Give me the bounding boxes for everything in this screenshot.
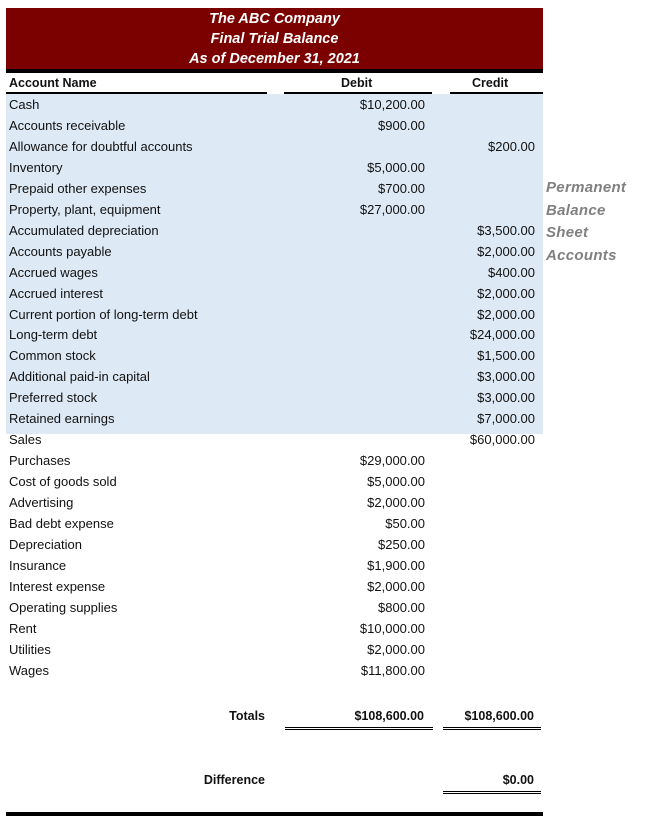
debit-amount: $2,000.00: [367, 641, 425, 657]
table-row: [6, 262, 543, 283]
report-title: Final Trial Balance: [210, 31, 339, 47]
account-name: Prepaid other expenses: [9, 180, 147, 196]
table-row: [6, 283, 543, 304]
table-row: [6, 366, 543, 387]
account-name: Advertising: [9, 495, 74, 511]
difference-value: $0.00: [502, 773, 534, 787]
totals-credit-double-rule: [443, 727, 541, 730]
table-row: [6, 492, 543, 513]
column-header-account-name: Account Name: [9, 76, 97, 90]
credit-amount: $7,000.00: [477, 411, 535, 427]
credit-amount: $400.00: [488, 264, 535, 280]
credit-amount: $2,000.00: [477, 306, 535, 322]
debit-amount: $800.00: [378, 599, 425, 615]
company-name: The ABC Company: [209, 11, 340, 27]
table-row: [6, 513, 543, 534]
difference-label: Difference: [203, 773, 265, 787]
debit-amount: $11,800.00: [360, 662, 425, 678]
totals-debit-double-rule: [285, 727, 433, 730]
account-name: Allowance for doubtful accounts: [9, 138, 193, 154]
credit-amount: $2,000.00: [477, 243, 535, 259]
account-name: Insurance: [9, 557, 67, 573]
table-row: [6, 94, 543, 115]
credit-amount: $1,500.00: [477, 348, 535, 364]
credit-amount: $60,000.00: [469, 432, 535, 448]
header-rule: [6, 69, 543, 73]
debit-amount: $10,200.00: [359, 97, 425, 112]
table-row: [6, 136, 543, 157]
credit-amount: $3,000.00: [477, 390, 535, 406]
table-row: [6, 345, 543, 366]
account-name: Accumulated depreciation: [9, 222, 159, 238]
account-name: Long-term debt: [9, 327, 98, 343]
table-row: [6, 408, 543, 429]
account-name: Rent: [9, 620, 37, 636]
table-row: [6, 241, 543, 262]
account-name: Common stock: [9, 348, 96, 364]
table-row: [6, 660, 543, 681]
table-row: [6, 324, 543, 345]
credit-amount: $200.00: [488, 138, 535, 154]
table-row: [6, 618, 543, 639]
table-row: [6, 220, 543, 241]
table-row: [6, 471, 543, 492]
credit-amount: $3,500.00: [477, 222, 535, 238]
account-name: Bad debt expense: [9, 516, 114, 531]
debit-amount: $5,000.00: [367, 159, 425, 175]
account-name: Wages: [9, 662, 49, 678]
totals-label: Totals: [229, 709, 265, 723]
note-line: Balance: [546, 201, 606, 219]
account-name: Property, plant, equipment: [9, 201, 161, 217]
debit-amount: $5,000.00: [367, 474, 425, 490]
account-name: Sales: [9, 432, 42, 448]
debit-amount: $27,000.00: [359, 201, 425, 217]
table-row: [6, 157, 543, 178]
difference-double-rule: [443, 791, 541, 794]
table-row: [6, 178, 543, 199]
note-line: Permanent: [546, 179, 627, 196]
account-name: Inventory: [9, 159, 63, 175]
account-name: Operating supplies: [9, 599, 118, 615]
debit-amount: $2,000.00: [367, 495, 425, 511]
note-line: Sheet: [546, 224, 589, 241]
account-name: Utilities: [9, 641, 51, 657]
table-row: [6, 639, 543, 660]
debit-amount: $10,000.00: [359, 620, 425, 636]
account-name: Accounts receivable: [9, 117, 126, 133]
debit-amount: $700.00: [378, 180, 425, 196]
credit-amount: $3,000.00: [477, 369, 535, 385]
debit-amount: $29,000.00: [359, 453, 425, 469]
bottom-rule: [6, 812, 543, 816]
table-row: [6, 555, 543, 576]
credit-amount: $24,000.00: [469, 327, 535, 343]
account-name: Interest expense: [9, 578, 106, 594]
account-name: Purchases: [9, 453, 71, 469]
totals-credit: $108,600.00: [464, 709, 534, 723]
account-name: Accounts payable: [9, 243, 112, 259]
note-line: Accounts: [546, 246, 617, 264]
table-row: [6, 115, 543, 136]
permanent-accounts-note: [546, 177, 626, 267]
report-header: [6, 8, 543, 69]
account-name: Cost of goods sold: [9, 474, 117, 490]
table-row: [6, 429, 543, 450]
account-name: Preferred stock: [9, 390, 98, 406]
account-name: Accrued interest: [9, 285, 103, 301]
report-date: As of December 31, 2021: [189, 51, 360, 67]
account-name: Accrued wages: [9, 264, 98, 280]
table-row: [6, 450, 543, 471]
account-name: Current portion of long-term debt: [9, 306, 198, 322]
totals-debit: $108,600.00: [354, 709, 424, 723]
debit-amount: $250.00: [378, 536, 425, 552]
account-name: Cash: [9, 97, 40, 112]
account-name: Retained earnings: [9, 411, 115, 427]
debit-amount: $1,900.00: [367, 557, 425, 573]
debit-amount: $900.00: [378, 117, 425, 133]
table-row: [6, 576, 543, 597]
table-row: [6, 534, 543, 555]
account-name: Additional paid-in capital: [9, 369, 150, 385]
table-row: [6, 387, 543, 408]
debit-amount: $50.00: [385, 516, 425, 531]
column-header-debit: Debit: [341, 76, 373, 90]
debit-amount: $2,000.00: [367, 578, 425, 594]
table-row: [6, 304, 543, 325]
table-row: [6, 597, 543, 618]
credit-amount: $2,000.00: [477, 285, 535, 301]
column-header-credit: Credit: [472, 76, 509, 90]
account-name: Depreciation: [9, 536, 82, 552]
table-row: [6, 199, 543, 220]
